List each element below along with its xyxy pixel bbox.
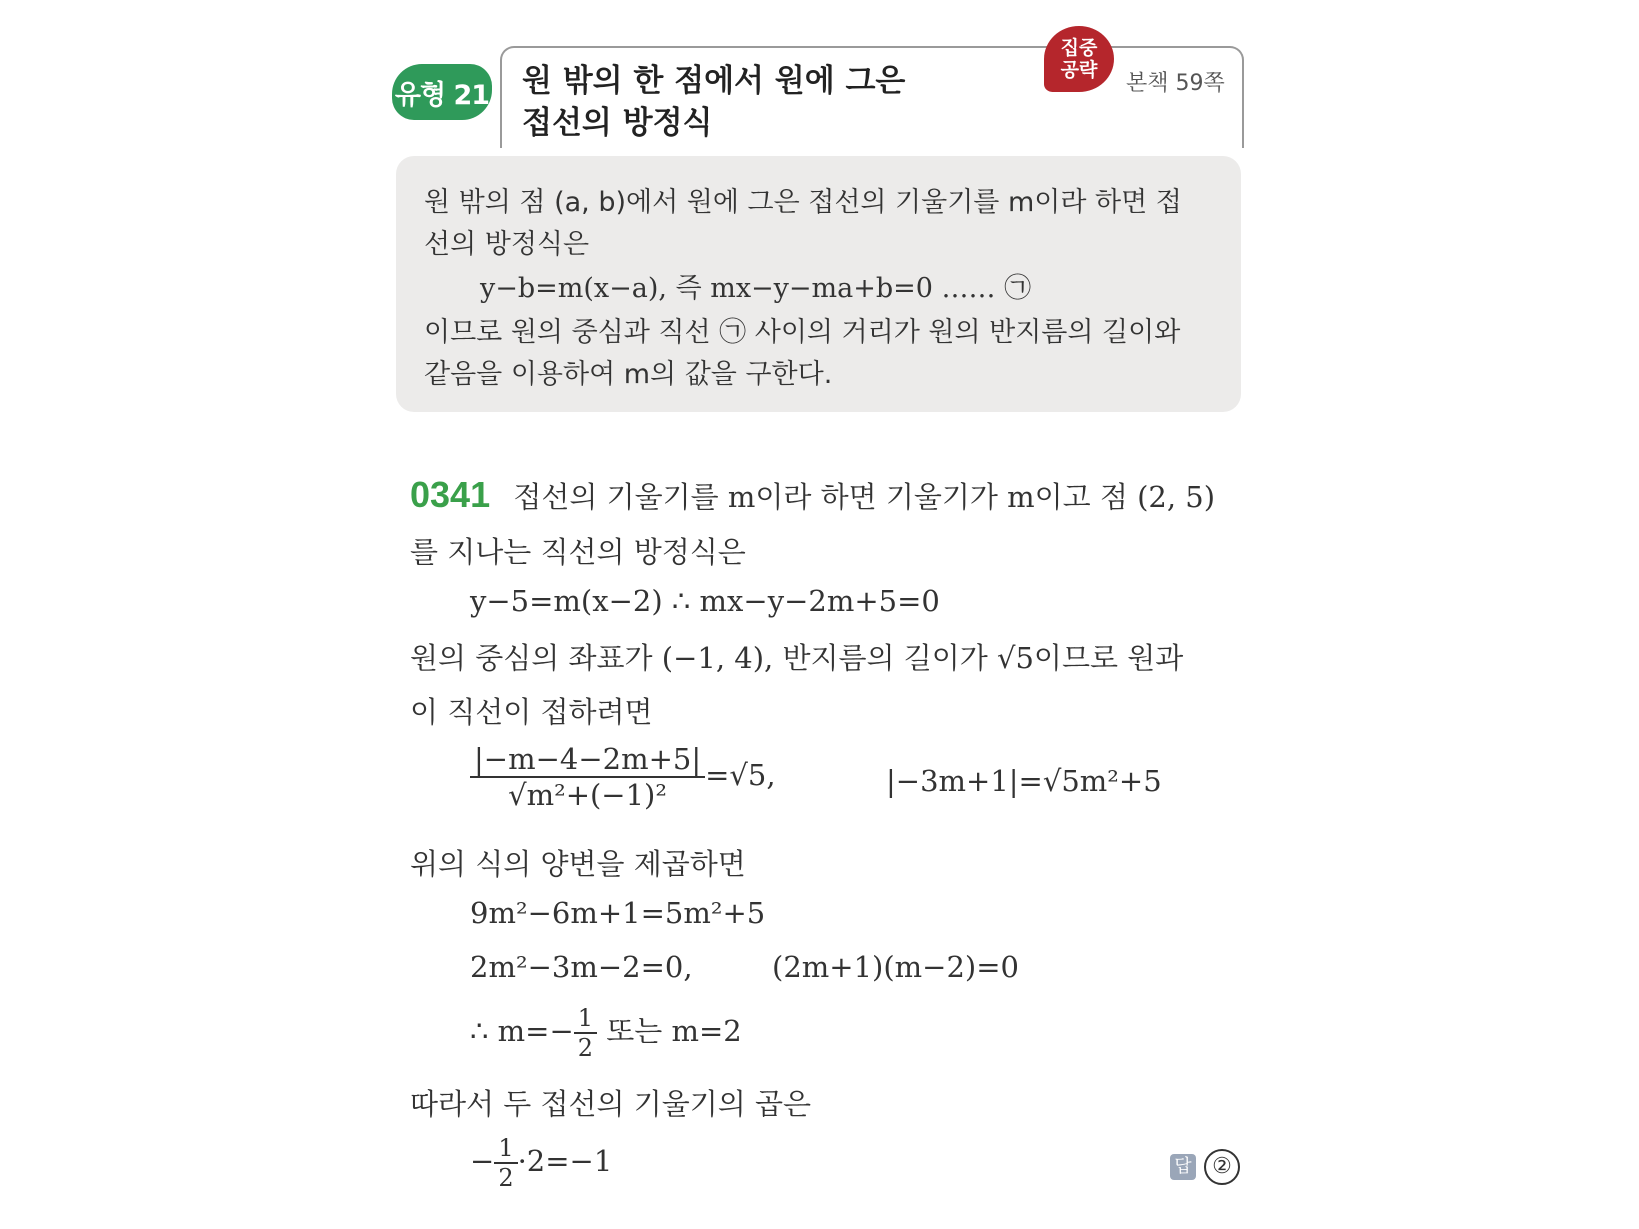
result-fraction [574, 1004, 597, 1062]
answer-choice: ② [1204, 1149, 1240, 1185]
solution-result [470, 1004, 742, 1062]
title-line-2: 접선의 방정식 [522, 105, 713, 141]
fraction-rhs: =√5, [705, 758, 776, 792]
focus-badge-label: 집중 공략 [1060, 37, 1098, 81]
solution-line-7: 위의 식의 양변을 제곱하면 [410, 847, 746, 881]
solution-final [470, 1134, 612, 1192]
concept-line-5: 같음을 이용하여 m의 값을 구한다. [424, 359, 833, 390]
final-denominator: 2 [498, 1164, 514, 1192]
final-fraction [494, 1134, 517, 1192]
answer-icon: 답 [1170, 1154, 1196, 1180]
problem-number: 0341 [410, 474, 491, 515]
result-suffix: 또는 m=2 [597, 1014, 742, 1048]
final-numerator: 1 [494, 1134, 517, 1164]
concept-line-2: 선의 방정식은 [424, 229, 590, 260]
result-prefix: ∴ m=− [470, 1014, 574, 1048]
solution-line-11: 따라서 두 접선의 기울기의 곱은 [410, 1087, 812, 1121]
solution-distance-equation [470, 742, 776, 812]
solution-line-1 [410, 474, 1215, 516]
section-title [522, 60, 905, 144]
result-denominator: 2 [577, 1034, 594, 1062]
solution-equation-5: (2m+1)(m−2)=0 [772, 950, 1019, 984]
page-reference: 본책 59쪽 [1126, 71, 1225, 96]
fraction-denominator: √m²+(−1)² [508, 778, 667, 812]
distance-fraction [470, 742, 705, 812]
concept-line-1: 원 밖의 점 (a, b)에서 원에 그은 접선의 기울기를 m이라 하면 접 [424, 187, 1182, 218]
solution-line-4: 원의 중심의 좌표가 (−1, 4), 반지름의 길이가 √5이므로 원과 [410, 641, 1184, 675]
final-suffix: ·2=−1 [517, 1144, 613, 1178]
focus-badge [1044, 26, 1114, 92]
concept-line-4: 이므로 원의 중심과 직선 ㉠ 사이의 거리가 원의 반지름의 길이와 [424, 317, 1181, 348]
answer [1170, 1148, 1240, 1185]
solution-equation-2: |−3m+1|=√5m²+5 [886, 764, 1162, 798]
result-numerator: 1 [574, 1004, 597, 1034]
solution-equation-1: y−5=m(x−2) ∴ mx−y−2m+5=0 [470, 584, 940, 618]
title-line-1: 원 밖의 한 점에서 원에 그은 [522, 63, 906, 99]
fraction-numerator: |−m−4−2m+5| [470, 742, 705, 778]
solution-line-5: 이 직선이 접하려면 [410, 695, 653, 729]
solution-line-2: 를 지나는 직선의 방정식은 [410, 535, 746, 569]
type-label: 유형 21 [394, 79, 490, 111]
concept-equation: y−b=m(x−a), 즉 mx−y−ma+b=0 …… ㉠ [480, 273, 1032, 304]
solution-equation-3: 9m²−6m+1=5m²+5 [470, 896, 766, 930]
solution-equation-4: 2m²−3m−2=0, [470, 950, 693, 984]
solution-text-1: 접선의 기울기를 m이라 하면 기울기가 m이고 점 (2, 5) [513, 480, 1216, 514]
type-badge [392, 64, 492, 120]
final-prefix: − [470, 1144, 495, 1178]
